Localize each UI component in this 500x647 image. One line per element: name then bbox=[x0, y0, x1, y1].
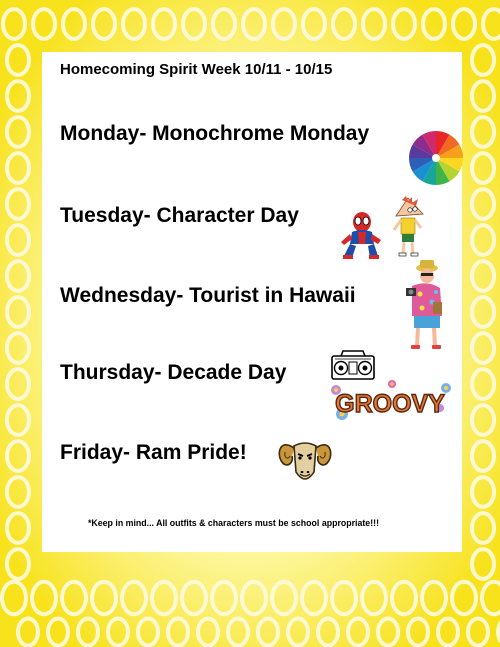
day-friday: Friday- Ram Pride! bbox=[60, 441, 247, 464]
groovy-text: GROOVY bbox=[335, 390, 445, 418]
flyer-title: Homecoming Spirit Week 10/11 - 10/15 bbox=[60, 61, 333, 78]
hawaiian-tourist-icon bbox=[400, 258, 446, 356]
groovy-sign-icon bbox=[328, 378, 452, 426]
day-thursday: Thursday- Decade Day bbox=[60, 361, 287, 384]
boombox-icon bbox=[331, 349, 375, 381]
cartoon-character-icon bbox=[388, 196, 428, 258]
day-monday: Monday- Monochrome Monday bbox=[60, 122, 370, 145]
spiderman-icon bbox=[338, 210, 384, 262]
day-wednesday: Wednesday- Tourist in Hawaii bbox=[60, 284, 356, 307]
color-wheel-icon bbox=[408, 130, 464, 186]
appropriate-attire-note: *Keep in mind... All outfits & characters must be school appropriate!!! bbox=[88, 518, 379, 528]
color-wheel-center bbox=[432, 154, 440, 162]
ram-head-icon bbox=[274, 432, 336, 490]
day-tuesday: Tuesday- Character Day bbox=[60, 204, 299, 227]
